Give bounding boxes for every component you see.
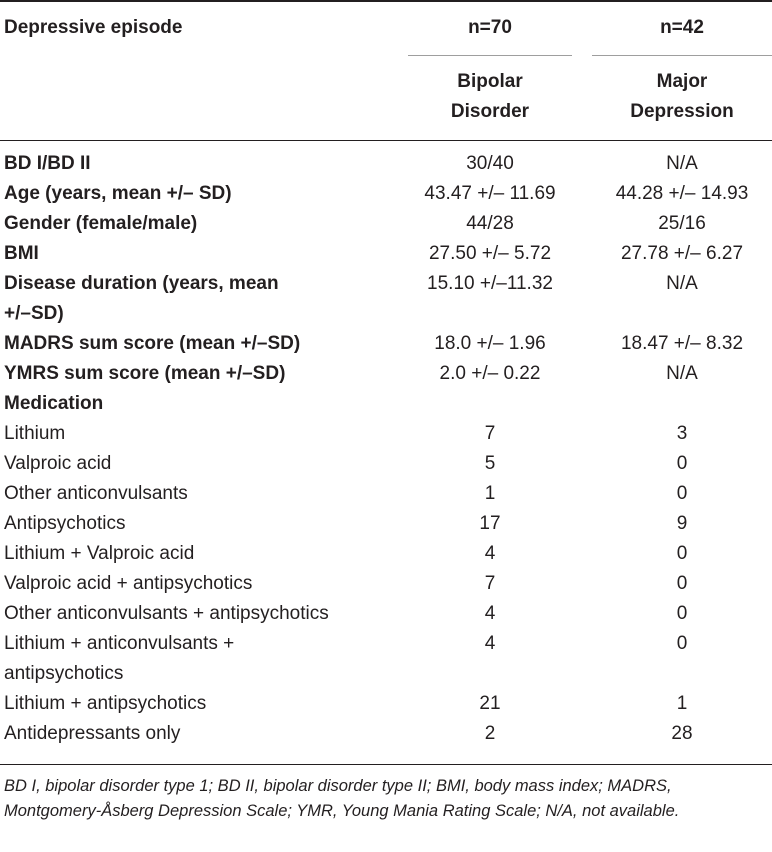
row-label: YMRS sum score (mean +/–SD): [4, 363, 286, 384]
row-major-value: N/A: [666, 153, 698, 174]
row-major-value: 0: [676, 543, 688, 564]
table-row: [0, 359, 772, 389]
header-major-line1: Major: [656, 71, 708, 92]
row-label: Valproic acid: [4, 453, 112, 474]
header-bottom-rule: [0, 140, 772, 141]
row-bipolar-value: 43.47 +/– 11.69: [424, 183, 556, 204]
row-label: BMI: [4, 243, 39, 264]
row-label: Disease duration (years, mean: [4, 273, 279, 294]
table-footnote: BD I, bipolar disorder type 1; BD II, bipolar disorder type II; BMI, body mass index; MADRS, Montgomery-Åsberg Depression Scale; YMR, Young Mania Rating Scale; N/A, not available.: [4, 777, 680, 820]
header-sub-rule-col3: [592, 55, 772, 56]
row-bipolar-value: 27.50 +/– 5.72: [428, 243, 552, 264]
row-major-value: 0: [676, 573, 688, 594]
row-label: Lithium + Valproic acid: [4, 543, 195, 564]
row-major-value: 0: [676, 483, 688, 504]
table-bottom-rule: [0, 764, 772, 765]
header-n-bipolar: n=70: [468, 17, 512, 38]
row-label-continued: antipsychotics: [4, 663, 124, 684]
row-bipolar-value: 4: [484, 543, 496, 564]
table-row: [0, 209, 772, 239]
row-major-value: 44.28 +/– 14.93: [615, 183, 749, 204]
table-row: [0, 569, 772, 599]
row-bipolar-value: 7: [484, 573, 496, 594]
table-top-rule: [0, 0, 772, 2]
table-row: [0, 479, 772, 509]
row-major-value: 0: [676, 603, 688, 624]
row-bipolar-value: 30/40: [466, 153, 514, 174]
row-major-value: 27.78 +/– 6.27: [620, 243, 744, 264]
row-label: Lithium: [4, 423, 66, 444]
row-label: BD I/BD II: [4, 153, 91, 174]
row-label: MADRS sum score (mean +/–SD): [4, 333, 301, 354]
row-label: Other anticonvulsants + antipsychotics: [4, 603, 329, 624]
row-label: Gender (female/male): [4, 213, 198, 234]
row-bipolar-value: 44/28: [466, 213, 514, 234]
table-row: [0, 419, 772, 449]
row-bipolar-value: 7: [484, 423, 496, 444]
header-bipolar-line2: Disorder: [450, 101, 530, 122]
row-bipolar-value: 4: [484, 633, 496, 654]
table-row: [0, 509, 772, 539]
table-row: [0, 389, 772, 419]
row-bipolar-value: 15.10 +/–11.32: [427, 273, 553, 294]
row-major-value: 3: [676, 423, 688, 444]
header-n-major: n=42: [660, 17, 704, 38]
row-major-value: N/A: [666, 273, 698, 294]
table-row: [0, 719, 772, 749]
row-label: Age (years, mean +/– SD): [4, 183, 232, 204]
row-major-value: 1: [676, 693, 688, 714]
table-row: [0, 599, 772, 629]
table-row: [0, 449, 772, 479]
table-row: [0, 269, 772, 324]
table-row: [0, 689, 772, 719]
row-bipolar-value: 1: [484, 483, 496, 504]
table-row: [0, 239, 772, 269]
row-label: Other anticonvulsants: [4, 483, 188, 504]
row-major-value: 0: [676, 453, 688, 474]
table-row: [0, 539, 772, 569]
table-row: [0, 179, 772, 209]
row-major-value: N/A: [666, 363, 698, 384]
header-bipolar-line1: Bipolar: [457, 71, 523, 92]
row-label: Valproic acid + antipsychotics: [4, 573, 253, 594]
table-row: [0, 629, 772, 684]
header-major-line2: Depression: [630, 101, 734, 122]
row-major-value: 25/16: [658, 213, 706, 234]
header-depressive-episode: Depressive episode: [4, 17, 183, 38]
row-label: Medication: [4, 393, 104, 414]
row-bipolar-value: 2.0 +/– 0.22: [439, 363, 541, 384]
row-bipolar-value: 21: [479, 693, 501, 714]
row-major-value: 9: [676, 513, 688, 534]
row-major-value: 28: [671, 723, 693, 744]
table-row: [0, 149, 772, 179]
row-bipolar-value: 17: [479, 513, 501, 534]
row-label: Lithium + antipsychotics: [4, 693, 207, 714]
row-label-continued: +/–SD): [4, 303, 64, 324]
row-label: Antidepressants only: [4, 723, 181, 744]
row-bipolar-value: 2: [484, 723, 496, 744]
table-row: [0, 329, 772, 359]
row-major-value: 0: [676, 633, 688, 654]
row-bipolar-value: 18.0 +/– 1.96: [434, 333, 546, 354]
row-major-value: 18.47 +/– 8.32: [620, 333, 744, 354]
row-label: Antipsychotics: [4, 513, 126, 534]
row-label: Lithium + anticonvulsants +: [4, 633, 235, 654]
header-sub-rule-col2: [408, 55, 572, 56]
row-bipolar-value: 4: [484, 603, 496, 624]
row-bipolar-value: 5: [484, 453, 496, 474]
